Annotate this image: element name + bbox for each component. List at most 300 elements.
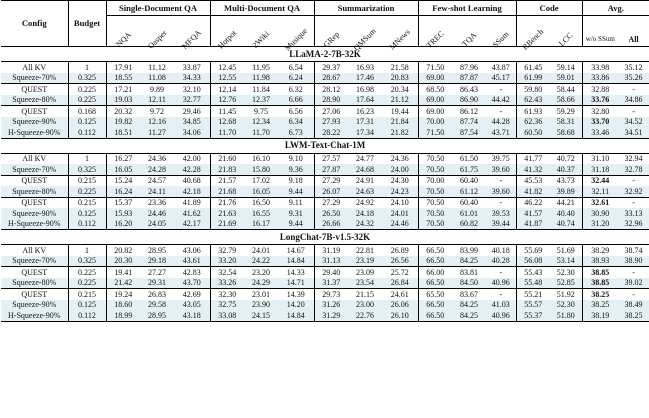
budget-cell: 1 bbox=[68, 153, 106, 164]
value-cell: 43.05 bbox=[174, 300, 210, 311]
table-row bbox=[1, 153, 649, 164]
value-cell: 32.78 bbox=[618, 164, 649, 175]
group-header-single-doc: Single-Document QA bbox=[106, 1, 210, 16]
value-cell: 55.48 bbox=[516, 278, 550, 289]
value-cell: 83.67 bbox=[452, 289, 486, 300]
budget-cell: 0.215 bbox=[68, 197, 106, 208]
value-cell: 6.32 bbox=[278, 84, 314, 95]
value-cell: 32.79 bbox=[210, 245, 244, 256]
value-cell: 16.27 bbox=[106, 153, 140, 164]
col-header: 2Wiki bbox=[244, 16, 278, 47]
config-header: Config bbox=[1, 1, 68, 47]
value-cell: 14.84 bbox=[278, 310, 314, 321]
config-cell: Squeeze-90% bbox=[1, 300, 68, 311]
value-cell: 14.33 bbox=[278, 267, 314, 278]
value-cell: 42.00 bbox=[182, 154, 201, 164]
config-cell: Squeeze-70% bbox=[1, 73, 68, 84]
value-cell: 6.34 bbox=[278, 117, 314, 128]
value-cell: 24.36 bbox=[390, 154, 409, 164]
value-cell: 12.45 bbox=[210, 62, 244, 73]
value-cell: 32.77 bbox=[174, 95, 210, 106]
value-cell: 41.62 bbox=[174, 208, 210, 219]
col-header: LCC bbox=[550, 16, 582, 47]
value-cell: 9.11 bbox=[278, 197, 314, 208]
value-cell: 43.87 bbox=[491, 62, 510, 72]
value-cell: 16.50 bbox=[244, 197, 278, 208]
config-cell: All KV bbox=[22, 245, 47, 255]
value-cell: 34.86 bbox=[618, 95, 649, 106]
value-cell: 15.93 bbox=[106, 208, 140, 219]
value-cell: 32.30 bbox=[210, 289, 244, 300]
value-cell: 12.68 bbox=[210, 117, 244, 128]
value-cell: 45.17 bbox=[486, 73, 516, 84]
value-cell: 23.36 bbox=[140, 197, 174, 208]
value-cell: - bbox=[618, 175, 649, 186]
table-row bbox=[1, 106, 649, 117]
value-cell: 19.24 bbox=[106, 289, 140, 300]
value-cell: 34.33 bbox=[174, 73, 210, 84]
value-cell: 19.03 bbox=[106, 95, 140, 106]
value-cell: 70.50 bbox=[418, 153, 452, 164]
value-cell: 38.90 bbox=[618, 256, 649, 267]
group-header-few-shot: Few-shot Learning bbox=[418, 1, 516, 16]
value-cell: 42.18 bbox=[174, 186, 210, 197]
value-cell: 41.89 bbox=[174, 197, 210, 208]
value-cell: 6.73 bbox=[278, 127, 314, 138]
value-cell: 70.00 bbox=[418, 117, 452, 128]
value-cell: 24.63 bbox=[348, 186, 382, 197]
value-cell: 27.93 bbox=[314, 117, 348, 128]
value-cell: 27.29 bbox=[314, 197, 348, 208]
value-cell: 40.18 bbox=[491, 245, 510, 255]
value-cell: 39.02 bbox=[618, 278, 649, 289]
value-cell: 26.89 bbox=[390, 245, 409, 255]
value-cell: 38.25 bbox=[618, 310, 649, 321]
value-cell: 9.75 bbox=[244, 106, 278, 117]
value-cell: 23.09 bbox=[348, 267, 382, 278]
value-cell: 24.77 bbox=[356, 154, 375, 164]
value-cell: 14.67 bbox=[286, 245, 305, 255]
value-cell: 40.28 bbox=[486, 256, 516, 267]
value-cell: 40.68 bbox=[174, 175, 210, 186]
value-cell: 71.50 bbox=[418, 127, 452, 138]
table-row bbox=[1, 310, 649, 321]
group-header-avg: Avg. bbox=[582, 1, 649, 16]
value-cell: 11.27 bbox=[140, 127, 174, 138]
value-cell: 61.45 bbox=[516, 62, 550, 73]
budget-header: Budget bbox=[68, 1, 106, 47]
value-cell: 26.10 bbox=[382, 310, 418, 321]
value-cell: 51.69 bbox=[556, 245, 575, 255]
value-cell: 42.28 bbox=[174, 164, 210, 175]
value-cell: 40.74 bbox=[550, 219, 582, 230]
value-cell: 32.94 bbox=[624, 154, 643, 164]
value-cell: 26.06 bbox=[382, 300, 418, 311]
group-header-summarization: Summarization bbox=[314, 1, 418, 16]
value-cell: 40.37 bbox=[550, 164, 582, 175]
value-cell: - bbox=[618, 197, 649, 208]
value-cell: 34.51 bbox=[618, 127, 649, 138]
config-cell: Squeeze-90% bbox=[1, 208, 68, 219]
value-cell: 51.92 bbox=[550, 289, 582, 300]
value-cell: 21.15 bbox=[348, 289, 382, 300]
value-cell: 17.31 bbox=[348, 117, 382, 128]
value-cell: 28.95 bbox=[148, 245, 166, 255]
table-body bbox=[1, 47, 649, 322]
value-cell: 26.50 bbox=[314, 208, 348, 219]
value-cell: 11.70 bbox=[210, 127, 244, 138]
value-cell: 21.57 bbox=[210, 175, 244, 186]
value-cell: 84.25 bbox=[452, 256, 486, 267]
value-cell: 33.26 bbox=[210, 278, 244, 289]
value-cell: 9.18 bbox=[278, 175, 314, 186]
value-cell: 35.12 bbox=[624, 62, 643, 72]
value-cell: 21.69 bbox=[210, 219, 244, 230]
value-cell: 16.05 bbox=[244, 186, 278, 197]
value-cell: 28.90 bbox=[314, 95, 348, 106]
value-cell: 24.68 bbox=[348, 164, 382, 175]
value-cell: 66.00 bbox=[418, 267, 452, 278]
value-cell: 11.84 bbox=[244, 84, 278, 95]
value-cell: 86.90 bbox=[452, 95, 486, 106]
value-cell: 34.85 bbox=[174, 117, 210, 128]
value-cell: 41.87 bbox=[516, 219, 550, 230]
value-cell: 34.06 bbox=[174, 127, 210, 138]
budget-cell: 1 bbox=[68, 245, 106, 256]
value-cell: 33.87 bbox=[182, 62, 201, 72]
value-cell: 14.20 bbox=[278, 300, 314, 311]
value-cell: 84.25 bbox=[452, 310, 486, 321]
value-cell: 23.54 bbox=[348, 278, 382, 289]
value-cell: 43.18 bbox=[174, 310, 210, 321]
value-cell: 24.36 bbox=[148, 154, 166, 164]
col-header: MFQA bbox=[174, 16, 210, 47]
value-cell: 70.50 bbox=[418, 164, 452, 175]
budget-cell: 0.225 bbox=[68, 278, 106, 289]
config-cell: QUEST bbox=[1, 267, 68, 278]
value-cell: 65.50 bbox=[418, 289, 452, 300]
value-cell: 33.70 bbox=[582, 117, 618, 128]
value-cell: 31.37 bbox=[314, 278, 348, 289]
value-cell: 24.05 bbox=[140, 219, 174, 230]
value-cell: 83.99 bbox=[460, 245, 479, 255]
value-cell: 86.12 bbox=[452, 106, 486, 117]
budget-cell: 0.112 bbox=[68, 310, 106, 321]
value-cell: 19.44 bbox=[382, 106, 418, 117]
config-cell: Squeeze-80% bbox=[1, 95, 68, 106]
value-cell: 46.22 bbox=[516, 197, 550, 208]
value-cell: 39.60 bbox=[486, 186, 516, 197]
value-cell: 43.70 bbox=[174, 278, 210, 289]
value-cell: 28.95 bbox=[140, 310, 174, 321]
value-cell: 17.64 bbox=[348, 95, 382, 106]
value-cell: 41.03 bbox=[486, 300, 516, 311]
col-header: GRep bbox=[314, 16, 348, 47]
value-cell: 38.49 bbox=[618, 300, 649, 311]
value-cell: 6.24 bbox=[278, 73, 314, 84]
value-cell: 44.42 bbox=[486, 95, 516, 106]
value-cell: 58.66 bbox=[550, 95, 582, 106]
value-cell: 16.10 bbox=[252, 154, 271, 164]
value-cell: 23.19 bbox=[348, 256, 382, 267]
table-row bbox=[1, 73, 649, 84]
value-cell: - bbox=[486, 289, 516, 300]
value-cell: 41.57 bbox=[516, 208, 550, 219]
value-cell: 41.82 bbox=[516, 186, 550, 197]
config-cell: Squeeze-70% bbox=[1, 164, 68, 175]
value-cell: 26.83 bbox=[140, 289, 174, 300]
value-cell: 25.72 bbox=[382, 267, 418, 278]
value-cell: 60.40 bbox=[452, 175, 486, 186]
value-cell: 9.89 bbox=[140, 84, 174, 95]
value-cell: 12.16 bbox=[140, 117, 174, 128]
table-row bbox=[1, 267, 649, 278]
value-cell: 21.42 bbox=[106, 278, 140, 289]
value-cell: 12.14 bbox=[210, 84, 244, 95]
col-header: RBench bbox=[516, 16, 550, 47]
value-cell: 38.85 bbox=[582, 278, 618, 289]
value-cell: 41.32 bbox=[516, 164, 550, 175]
value-cell: 40.96 bbox=[486, 310, 516, 321]
value-cell: 59.14 bbox=[556, 62, 575, 72]
value-cell: 24.57 bbox=[140, 175, 174, 186]
value-cell: 16.05 bbox=[106, 164, 140, 175]
value-cell: 61.99 bbox=[516, 73, 550, 84]
value-cell: 43.06 bbox=[182, 245, 201, 255]
value-cell: 21.84 bbox=[382, 117, 418, 128]
value-cell: 31.18 bbox=[582, 164, 618, 175]
value-cell: 61.50 bbox=[460, 154, 479, 164]
col-header: QMSum bbox=[348, 16, 382, 47]
col-header: TQA bbox=[452, 16, 486, 47]
value-cell: 28.22 bbox=[314, 127, 348, 138]
value-cell: 12.76 bbox=[210, 95, 244, 106]
value-cell: - bbox=[486, 84, 516, 95]
value-cell: 29.40 bbox=[314, 267, 348, 278]
config-cell: Squeeze-80% bbox=[1, 186, 68, 197]
value-cell: 70.50 bbox=[418, 197, 452, 208]
value-cell: 24.18 bbox=[348, 208, 382, 219]
value-cell: 12.34 bbox=[244, 117, 278, 128]
value-cell: 27.87 bbox=[314, 164, 348, 175]
value-cell: 33.13 bbox=[618, 208, 649, 219]
value-cell: 45.53 bbox=[516, 175, 550, 186]
table-row bbox=[1, 289, 649, 300]
value-cell: 21.12 bbox=[382, 95, 418, 106]
value-cell: 43.73 bbox=[550, 175, 582, 186]
value-cell: 24.23 bbox=[382, 186, 418, 197]
value-cell: - bbox=[486, 106, 516, 117]
value-cell: 87.54 bbox=[452, 127, 486, 138]
value-cell: 31.29 bbox=[314, 310, 348, 321]
value-cell: - bbox=[618, 267, 649, 278]
value-cell: 18.55 bbox=[106, 73, 140, 84]
value-cell: 24.91 bbox=[348, 175, 382, 186]
table-row bbox=[1, 164, 649, 175]
value-cell: - bbox=[486, 197, 516, 208]
value-cell: 9.72 bbox=[140, 106, 174, 117]
budget-cell: 0.125 bbox=[68, 208, 106, 219]
value-cell: 39.44 bbox=[486, 219, 516, 230]
value-cell: 33.46 bbox=[582, 127, 618, 138]
value-cell: 70.00 bbox=[418, 175, 452, 186]
value-cell: 26.07 bbox=[314, 186, 348, 197]
value-cell: - bbox=[486, 175, 516, 186]
value-cell: 52.30 bbox=[550, 300, 582, 311]
col-header: w/o SSum bbox=[582, 16, 618, 47]
value-cell: 21.76 bbox=[210, 197, 244, 208]
value-cell: 24.46 bbox=[140, 208, 174, 219]
col-header: Hotpot bbox=[210, 16, 244, 47]
col-header: All bbox=[618, 16, 649, 47]
value-cell: 16.93 bbox=[356, 62, 375, 72]
value-cell: 52.85 bbox=[550, 278, 582, 289]
value-cell: 38.25 bbox=[582, 289, 618, 300]
value-cell: 21.60 bbox=[210, 153, 244, 164]
value-cell: 11.70 bbox=[244, 127, 278, 138]
budget-cell: 0.225 bbox=[68, 186, 106, 197]
table-row bbox=[1, 84, 649, 95]
value-cell: 9.31 bbox=[278, 208, 314, 219]
value-cell: 42.69 bbox=[174, 289, 210, 300]
config-cell: All KV bbox=[22, 154, 47, 164]
value-cell: 32.11 bbox=[582, 186, 618, 197]
value-cell: 23.20 bbox=[244, 267, 278, 278]
value-cell: 11.45 bbox=[210, 106, 244, 117]
value-cell: 16.24 bbox=[106, 186, 140, 197]
value-cell: 27.29 bbox=[314, 175, 348, 186]
config-cell: QUEST bbox=[1, 175, 68, 186]
config-cell: H-Squeeze-90% bbox=[1, 310, 68, 321]
value-cell: 32.75 bbox=[210, 300, 244, 311]
value-cell: 24.61 bbox=[382, 289, 418, 300]
value-cell: 59.01 bbox=[550, 73, 582, 84]
value-cell: 84.25 bbox=[452, 300, 486, 311]
value-cell: 32.54 bbox=[210, 267, 244, 278]
config-cell: All KV bbox=[22, 62, 47, 72]
value-cell: 33.98 bbox=[582, 62, 618, 73]
value-cell: 26.56 bbox=[382, 256, 418, 267]
value-cell: 61.01 bbox=[452, 208, 486, 219]
table-row bbox=[1, 219, 649, 230]
value-cell: 24.00 bbox=[382, 164, 418, 175]
value-cell: 9.44 bbox=[278, 186, 314, 197]
value-cell: 29.31 bbox=[140, 278, 174, 289]
value-cell: 30.90 bbox=[582, 208, 618, 219]
config-cell: Squeeze-90% bbox=[1, 117, 68, 128]
value-cell: 69.00 bbox=[418, 73, 452, 84]
value-cell: 32.88 bbox=[582, 84, 618, 95]
value-cell: 24.92 bbox=[348, 197, 382, 208]
col-header: TREC bbox=[418, 16, 452, 47]
value-cell: 58.44 bbox=[550, 84, 582, 95]
value-cell: 38.85 bbox=[582, 267, 618, 278]
value-cell: 24.30 bbox=[382, 175, 418, 186]
value-cell: - bbox=[486, 267, 516, 278]
value-cell: 11.08 bbox=[140, 73, 174, 84]
value-cell: 12.55 bbox=[210, 73, 244, 84]
value-cell: 32.44 bbox=[582, 175, 618, 186]
budget-cell: 0.125 bbox=[68, 300, 106, 311]
value-cell: 59.80 bbox=[516, 84, 550, 95]
value-cell: 32.96 bbox=[618, 219, 649, 230]
value-cell: 24.28 bbox=[140, 164, 174, 175]
value-cell: 44.21 bbox=[550, 197, 582, 208]
value-cell: 24.32 bbox=[348, 219, 382, 230]
value-cell: 34.52 bbox=[618, 117, 649, 128]
table-row bbox=[1, 117, 649, 128]
value-cell: 18.60 bbox=[106, 300, 140, 311]
col-header: NQA bbox=[106, 16, 140, 47]
value-cell: 26.66 bbox=[314, 219, 348, 230]
value-cell: 24.46 bbox=[382, 219, 418, 230]
value-cell: 60.82 bbox=[452, 219, 486, 230]
value-cell: 24.15 bbox=[244, 310, 278, 321]
value-cell: 60.40 bbox=[452, 197, 486, 208]
table-row bbox=[1, 300, 649, 311]
value-cell: 33.08 bbox=[210, 310, 244, 321]
section-title: LLaMA-2-7B-32K bbox=[1, 47, 649, 62]
value-cell: 27.06 bbox=[314, 106, 348, 117]
value-cell: 17.34 bbox=[348, 127, 382, 138]
table-row bbox=[1, 186, 649, 197]
value-cell: 19.41 bbox=[106, 267, 140, 278]
value-cell: 32.61 bbox=[582, 197, 618, 208]
value-cell: 29.18 bbox=[140, 256, 174, 267]
value-cell: 16.98 bbox=[348, 84, 382, 95]
group-header-code: Code bbox=[516, 1, 582, 16]
value-cell: 83.81 bbox=[452, 267, 486, 278]
config-cell: QUEST bbox=[1, 197, 68, 208]
value-cell: 33.76 bbox=[582, 95, 618, 106]
value-cell: 22.81 bbox=[356, 245, 375, 255]
results-table bbox=[1, 0, 649, 322]
value-cell: 55.21 bbox=[516, 289, 550, 300]
budget-cell: 0.168 bbox=[68, 106, 106, 117]
config-cell: QUEST bbox=[1, 289, 68, 300]
value-cell: 44.28 bbox=[486, 117, 516, 128]
value-cell: 27.57 bbox=[314, 153, 348, 164]
config-cell: Squeeze-70% bbox=[1, 256, 68, 267]
budget-cell: 0.215 bbox=[68, 289, 106, 300]
value-cell: 24.22 bbox=[244, 256, 278, 267]
value-cell: 33.20 bbox=[210, 256, 244, 267]
value-cell: 11.12 bbox=[148, 62, 166, 72]
table-row bbox=[1, 62, 649, 73]
budget-cell: 0.112 bbox=[68, 127, 106, 138]
value-cell: 22.76 bbox=[348, 310, 382, 321]
section-title: LongChat-7B-v1.5-32K bbox=[1, 230, 649, 245]
value-cell: 29.73 bbox=[314, 289, 348, 300]
budget-cell: 0.225 bbox=[68, 84, 106, 95]
value-cell: 38.74 bbox=[624, 245, 643, 255]
budget-cell: 0.225 bbox=[68, 95, 106, 106]
value-cell: 31.20 bbox=[582, 219, 618, 230]
value-cell: 16.17 bbox=[244, 219, 278, 230]
value-cell: 55.37 bbox=[516, 310, 550, 321]
value-cell: 52.30 bbox=[550, 267, 582, 278]
value-cell: 15.80 bbox=[244, 164, 278, 175]
value-cell: 56.08 bbox=[516, 256, 550, 267]
value-cell: 29.58 bbox=[140, 300, 174, 311]
value-cell: 14.39 bbox=[278, 289, 314, 300]
col-header: Musique bbox=[278, 16, 314, 47]
value-cell: 31.13 bbox=[314, 256, 348, 267]
budget-cell: 0.225 bbox=[68, 267, 106, 278]
value-cell: 18.51 bbox=[106, 127, 140, 138]
value-cell: 24.11 bbox=[140, 186, 174, 197]
config-cell: QUEST bbox=[1, 106, 68, 117]
